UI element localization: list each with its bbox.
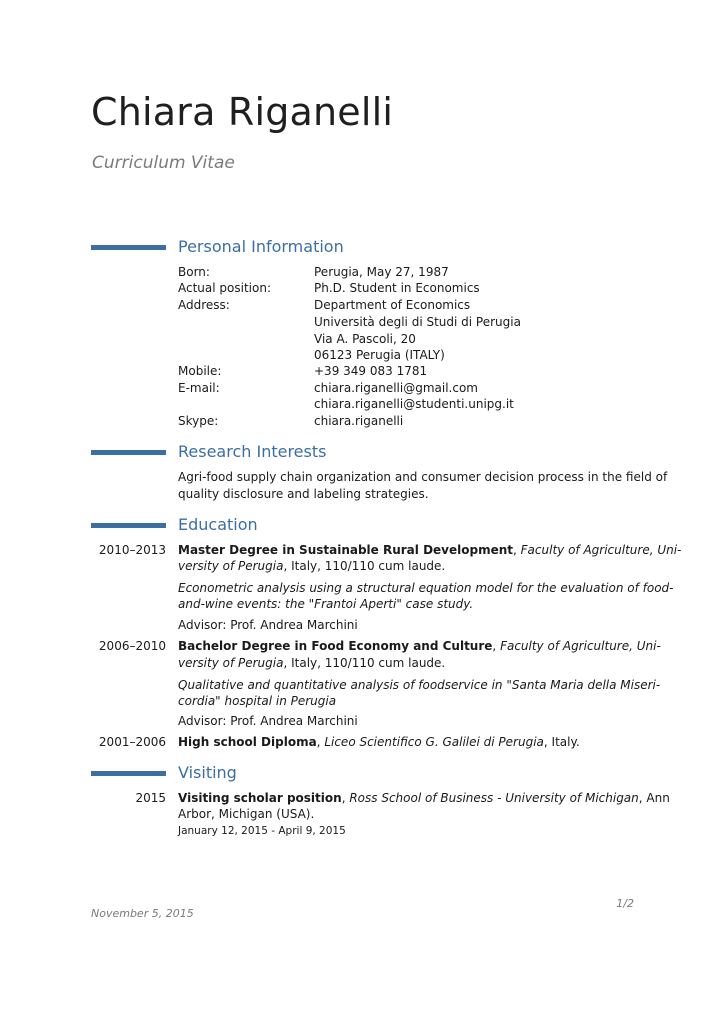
section-title-research: Research Interests	[178, 442, 327, 461]
position-label: Actual position:	[178, 281, 271, 295]
mobile-label: Mobile:	[178, 364, 222, 378]
visiting-line: Visiting scholar position, Ross School of Business - University of Michigan, Ann	[178, 791, 670, 805]
advisor-text: Advisor: Prof. Andrea Marchini	[178, 618, 358, 632]
section-title-visiting: Visiting	[178, 763, 237, 782]
degree-title: Master Degree in Sustainable Rural Development	[178, 543, 514, 557]
section-bar-research	[91, 450, 166, 455]
address-label: Address:	[178, 298, 230, 312]
visiting-institution: Ross School of Business - University of Michigan	[349, 791, 639, 805]
address-line: Department of Economics	[314, 298, 471, 312]
education-line: High school Diploma, Liceo Scientifico G. Galilei di Perugia, Italy.	[178, 735, 580, 749]
section-bar-education	[91, 523, 166, 528]
mobile-value: +39 349 083 1781	[314, 364, 428, 378]
email-label: E-mail:	[178, 381, 220, 395]
email-link[interactable]: chiara.riganelli@studenti.unipg.it	[314, 397, 514, 411]
document-subtitle: Curriculum Vitae	[92, 153, 235, 173]
institution-text: Faculty of Agriculture, Uni-	[520, 543, 682, 557]
person-name: Chiara Riganelli	[91, 90, 394, 134]
visiting-year: 2015	[135, 791, 166, 805]
education-years: 2001–2006	[98, 735, 166, 749]
research-text: quality disclosure and labeling strategies.	[178, 487, 429, 501]
degree-title: High school Diploma	[178, 735, 317, 749]
address-line: Via A. Pascoli, 20	[314, 332, 416, 346]
page-number: 1/2	[616, 897, 634, 910]
location-text: , Italy.	[543, 735, 580, 749]
education-line: Bachelor Degree in Food Economy and Culture, Faculty of Agriculture, Uni-	[178, 639, 661, 653]
visiting-location: , Ann	[638, 791, 670, 805]
email-link[interactable]: chiara.riganelli@gmail.com	[314, 381, 478, 395]
education-line: Master Degree in Sustainable Rural Development, Faculty of Agriculture, Uni-	[178, 543, 682, 557]
advisor-text: Advisor: Prof. Andrea Marchini	[178, 714, 358, 728]
position-value: Ph.D. Student in Economics	[314, 281, 480, 295]
address-line: 06123 Perugia (ITALY)	[314, 348, 445, 362]
born-label: Born:	[178, 265, 210, 279]
section-title-education: Education	[178, 515, 258, 534]
section-bar-visiting	[91, 771, 166, 776]
skype-value: chiara.riganelli	[314, 414, 404, 428]
institution-text: Faculty of Agriculture, Uni-	[500, 639, 661, 653]
thesis-text: Qualitative and quantitative analysis of foodservice in "Santa Maria della Miseri-	[178, 678, 661, 692]
visiting-dates: January 12, 2015 - April 9, 2015	[178, 825, 346, 837]
section-bar-personal	[91, 245, 166, 250]
education-line	[178, 558, 445, 574]
institution-text: versity of Perugia	[178, 559, 284, 573]
footer-date: November 5, 2015	[91, 907, 194, 920]
skype-label: Skype:	[178, 414, 219, 428]
visiting-position: Visiting scholar position	[178, 791, 342, 805]
thesis-text: and-wine events: the "Frantoi Aperti" case study.	[178, 597, 474, 611]
research-text: Agri-food supply chain organization and consumer decision process in the field of	[178, 470, 668, 484]
education-line	[178, 655, 445, 671]
thesis-text: Econometric analysis using a structural equation model for the evaluation of food-	[178, 581, 674, 595]
institution-text: Liceo Scientifico G. Galilei di Perugia	[324, 735, 544, 749]
education-years: 2010–2013	[98, 543, 166, 557]
address-line: Università degli di Studi di Perugia	[314, 315, 521, 329]
section-title-personal: Personal Information	[178, 237, 344, 256]
education-years: 2006–2010	[98, 639, 166, 653]
thesis-text: cordia" hospital in Perugia	[178, 694, 337, 708]
institution-text: versity of Perugia	[178, 656, 284, 670]
degree-title: Bachelor Degree in Food Economy and Culture	[178, 639, 493, 653]
born-value: Perugia, May 27, 1987	[314, 265, 449, 279]
grade-text: , Italy, 110/110 cum laude.	[283, 656, 446, 670]
grade-text: , Italy, 110/110 cum laude.	[283, 559, 446, 573]
visiting-location: Arbor, Michigan (USA).	[178, 807, 315, 821]
